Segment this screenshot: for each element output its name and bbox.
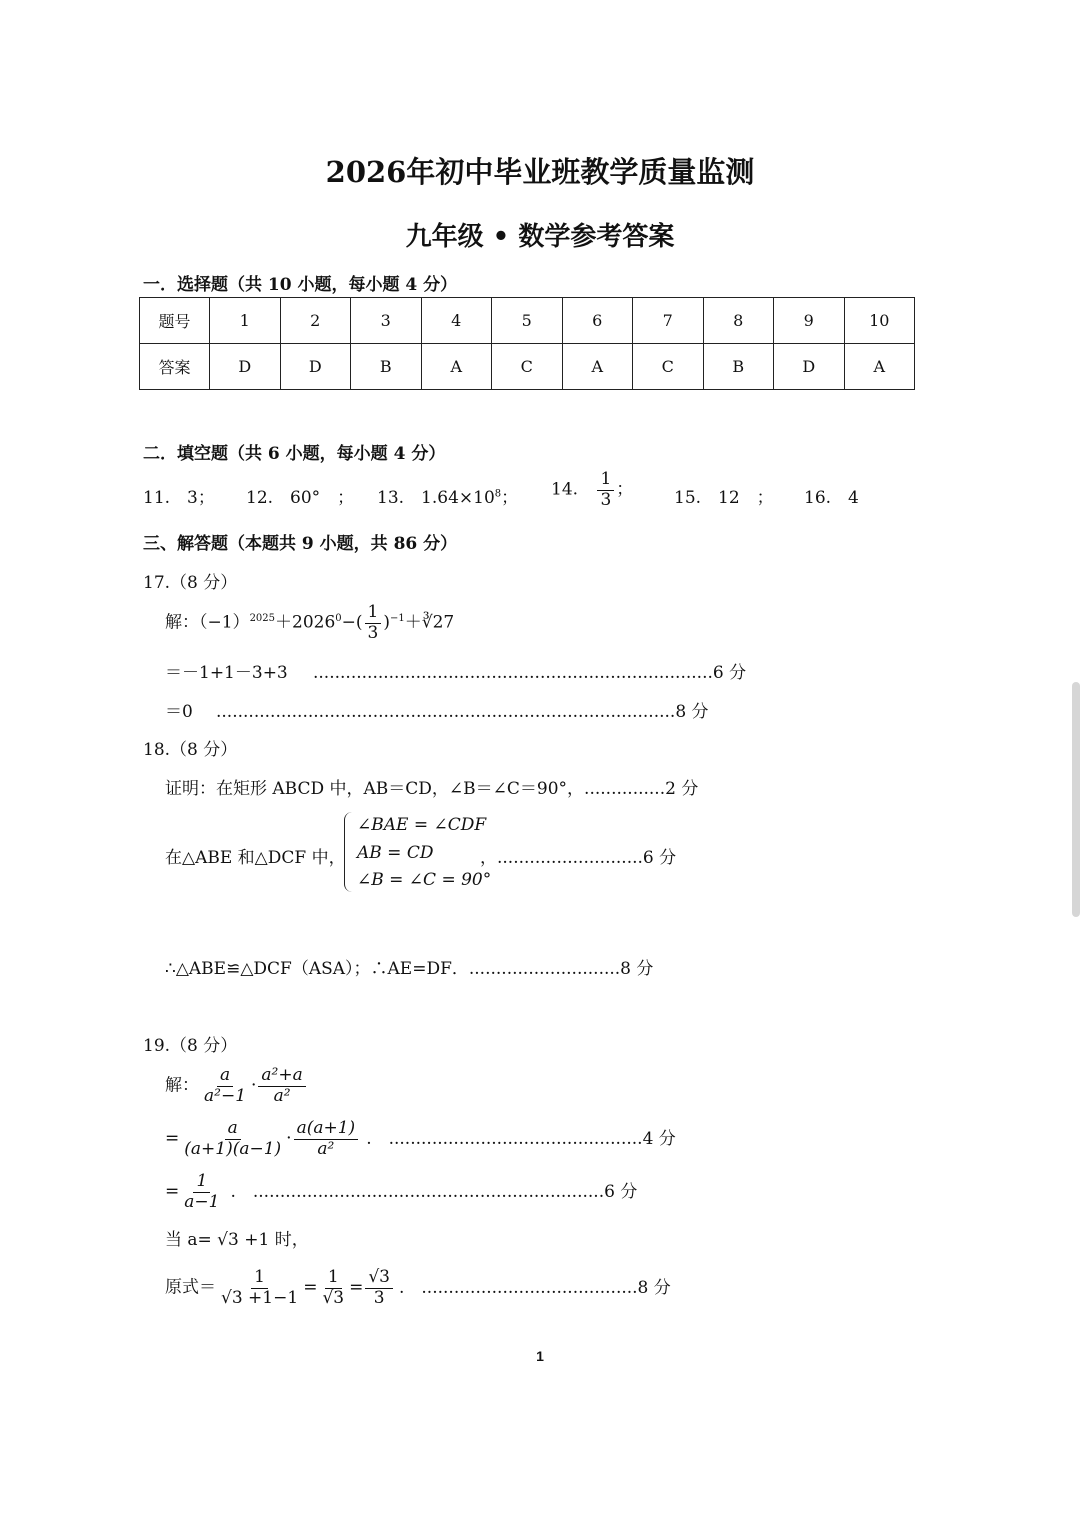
- answer-12: 12. 60° ；: [246, 488, 355, 508]
- q17-line-2: ＝－1+1－3+3: [165, 663, 288, 683]
- answer-14-suffix: ；: [616, 479, 634, 500]
- table-header-cell: 题号: [140, 298, 210, 344]
- fraction: [365, 603, 382, 643]
- q19-line-1: [165, 1066, 308, 1106]
- table-cell: 10: [844, 298, 915, 344]
- q17-line-1: [165, 603, 454, 643]
- fraction-denominator: √3 +1−1: [221, 1287, 299, 1308]
- fraction-numerator: 1: [597, 470, 614, 491]
- fraction-denominator: a−1: [184, 1191, 220, 1212]
- table-cell: 3: [351, 298, 422, 344]
- exponent: −1: [390, 612, 405, 624]
- table-cell: A: [562, 344, 633, 390]
- table-cell: C: [633, 344, 704, 390]
- q17-line-2-score: ..........................................................................6 分: [313, 663, 747, 683]
- table-cell: B: [351, 344, 422, 390]
- q19-line-5: [165, 1268, 671, 1308]
- fraction-numerator: a: [225, 1119, 241, 1140]
- section-3-heading: 三、解答题（本题共 9 小题，共 86 分）: [143, 534, 458, 554]
- table-cell: D: [774, 344, 845, 390]
- expr-part: =: [349, 1277, 364, 1298]
- system-eq-3: ∠B = ∠C = 90°: [357, 870, 492, 890]
- q19-line-4: 当 a= √3 +1 时，: [165, 1230, 309, 1250]
- expr-part: ＋2026: [275, 612, 336, 633]
- fraction-numerator: 1: [325, 1268, 342, 1289]
- section-2-heading: 二．填空题（共 6 小题，每小题 4 分）: [143, 444, 446, 464]
- q19-line-5-score: . ........................................8 分: [399, 1277, 671, 1298]
- q18-line-2: 在△ABE 和△DCF 中，: [165, 848, 346, 868]
- exponent: 0: [335, 612, 342, 624]
- answer-11: 11. 3；: [143, 488, 215, 508]
- fraction-numerator: a²+a: [258, 1066, 305, 1087]
- expr-part: ): [383, 612, 391, 633]
- table-cell: 1: [210, 298, 281, 344]
- table-cell: D: [210, 344, 281, 390]
- fraction: [181, 1119, 284, 1159]
- q18-label: 18.（8 分）: [143, 740, 238, 760]
- q18-line-2-score: ，...........................6 分: [480, 848, 677, 868]
- expr-part: ·: [251, 1075, 257, 1096]
- expr-part: ·: [286, 1128, 292, 1149]
- table-cell: D: [280, 344, 351, 390]
- table-row: [140, 344, 915, 390]
- table-cell: B: [703, 344, 774, 390]
- fraction-denominator: a²−1: [204, 1085, 247, 1106]
- table-cell: 2: [280, 298, 351, 344]
- table-header-cell: 答案: [140, 344, 210, 390]
- scrollbar-thumb[interactable]: [1072, 682, 1080, 917]
- q17-label: 17.（8 分）: [143, 573, 238, 593]
- table-cell: 9: [774, 298, 845, 344]
- expr-part: =: [303, 1277, 318, 1298]
- answer-table: [139, 297, 915, 390]
- fraction-denominator: √3: [322, 1287, 345, 1308]
- q18-line-1: 证明：在矩形 ABCD 中，AB＝CD，∠B＝∠C＝90°，...............2 分: [165, 779, 699, 799]
- page-subtitle: 九年级 • 数学参考答案: [405, 222, 675, 252]
- answer-15: 15. 12 ；: [674, 488, 774, 508]
- fraction: [201, 1066, 249, 1106]
- fraction: [294, 1119, 359, 1159]
- fraction-denominator: a²: [273, 1085, 291, 1106]
- system-eq-1: ∠BAE = ∠CDF: [357, 815, 487, 835]
- fraction-numerator: 1: [193, 1172, 210, 1193]
- answer-14-label: 14.: [551, 479, 579, 500]
- fraction-denominator: a²: [317, 1138, 335, 1159]
- fraction: [365, 1268, 393, 1308]
- section-1-heading: 一．选择题（共 10 小题，每小题 4 分）: [143, 275, 458, 295]
- q18-line-3: ∴△ABE≌△DCF（ASA）；∴AE=DF．............................8 分: [165, 959, 654, 979]
- fraction: [258, 1066, 305, 1106]
- fraction: [218, 1268, 301, 1308]
- expr-part: −(: [341, 612, 363, 633]
- q17-line-3: ＝0: [165, 702, 193, 722]
- answer-13-base: 13. 1.64×10: [377, 488, 495, 508]
- answer-13-suffix: ；: [501, 488, 519, 508]
- q17-line-3-score: .....................................................................................8 分: [216, 702, 709, 722]
- exponent: 2025: [249, 612, 276, 624]
- fraction: [597, 470, 614, 510]
- table-cell: A: [421, 344, 492, 390]
- answer-16: 16. 4: [804, 488, 859, 508]
- table-cell: A: [844, 344, 915, 390]
- q19-line-2-score: . ...............................................4 分: [366, 1128, 676, 1149]
- table-row: [140, 298, 915, 344]
- fraction-denominator: 3: [373, 1287, 385, 1308]
- page-title: 2026年初中毕业班教学质量监测: [325, 155, 755, 189]
- page-number: 1: [536, 1348, 544, 1364]
- answer-13: [377, 483, 518, 508]
- expr-part: 原式＝: [165, 1277, 216, 1298]
- expr-part: 解：（−1）: [165, 612, 250, 633]
- equation-brace: [344, 812, 355, 892]
- fraction-numerator: √3: [365, 1268, 393, 1289]
- q19-line-3: [165, 1172, 637, 1212]
- fraction: [319, 1268, 347, 1308]
- fraction-numerator: 1: [251, 1268, 268, 1289]
- answer-14: [551, 470, 633, 510]
- q19-line-2: [165, 1119, 676, 1159]
- q19-label: 19.（8 分）: [143, 1036, 238, 1056]
- fraction-numerator: a(a+1): [294, 1119, 359, 1140]
- table-cell: 5: [492, 298, 563, 344]
- table-cell: 7: [633, 298, 704, 344]
- expr-part: ＋∛27: [404, 612, 455, 633]
- fraction-denominator: 3: [367, 622, 379, 643]
- expr-part: =: [165, 1181, 180, 1202]
- answer-13-exponent: 8: [494, 488, 502, 500]
- fraction: [181, 1172, 222, 1212]
- expr-part: 解：: [165, 1075, 199, 1096]
- expr-part: =: [165, 1128, 180, 1149]
- table-cell: 6: [562, 298, 633, 344]
- table-cell: 8: [703, 298, 774, 344]
- fraction-denominator: (a+1)(a−1): [184, 1138, 282, 1159]
- table-cell: 4: [421, 298, 492, 344]
- fraction-denominator: 3: [600, 489, 612, 510]
- system-eq-2: AB = CD: [357, 843, 434, 863]
- q19-line-3-score: . .................................................................6 分: [230, 1181, 638, 1202]
- fraction-numerator: a: [217, 1066, 233, 1087]
- table-cell: C: [492, 344, 563, 390]
- fraction-numerator: 1: [365, 603, 382, 624]
